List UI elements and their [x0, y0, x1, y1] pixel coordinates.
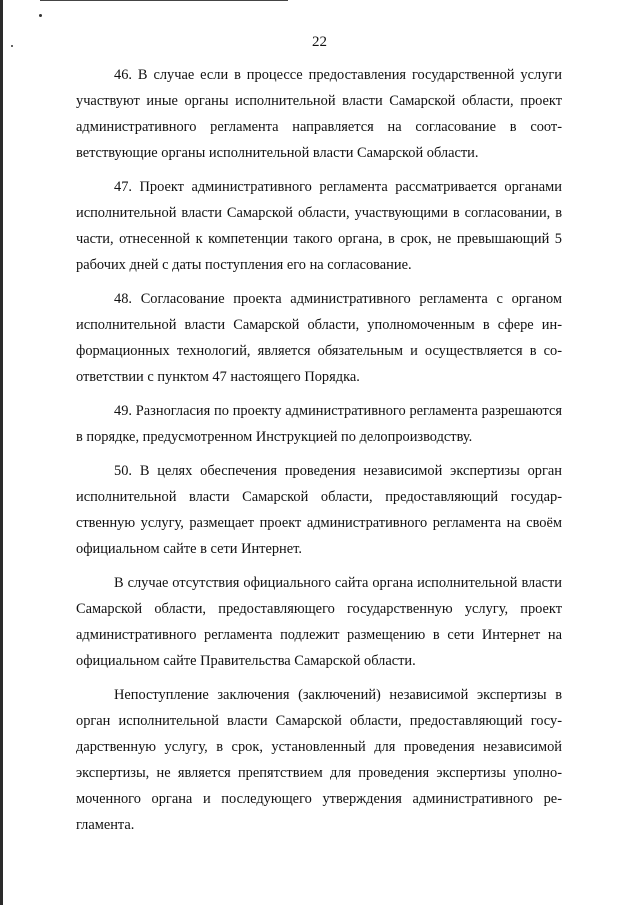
page-number: 22 [312, 34, 327, 50]
scan-edge [0, 0, 3, 905]
top-rule [40, 0, 288, 1]
paragraph-48: 48. Согласование проекта административного регламента с органом исполнительной власти Самарской области, уполномоченным в сфере информационных технологий, является обязательным и осуществляется в соответствии с пунктом 47 настоящего Порядка. [76, 291, 562, 385]
paragraph-49: 49. Разногласия по проекту административного регламента разрешаются в порядке, предусмотренном Инструкцией по делопроизводству. [76, 403, 562, 445]
paragraph-47: 47. Проект административного регламента рассматривается органами исполнительной власти Самарской области, участвующими в согласовании, в части, отнесенной к компетенции такого органа, в срок, не превышающий 5 рабочих дней с даты поступления его на согласование. [76, 179, 562, 273]
scan-speck [39, 14, 42, 17]
paragraph-46: 46. В случае если в процессе предоставления государственной услуги участвуют иные органы исполнительной власти Самарской области, проект административного регламента направляется на согласование в соответствующие органы исполнительной власти Самарской области. [76, 67, 562, 161]
paragraph-50: 50. В целях обеспечения проведения независимой экспертизы орган исполнительной власти Самарской области, предоставляющий государственную услугу, размещает проект административного регламента на своём официальном сайте в сети Интернет. [76, 463, 562, 557]
paragraph-no-website: В случае отсутствия официального сайта органа исполнительной власти Самарской области, предоставляющего государственную услугу, проект административного регламента подлежит размещению в сети Интернет на официальном сайте Правительства Самарской области. [76, 575, 562, 669]
paragraph-no-conclusion: Непоступление заключения (заключений) независимой экспертизы в орган исполнительной власти Самарской области, предоставляющий государственную услугу, в срок, установленный для проведения независимой экспертизы, не является препятствием для проведения экспертизы уполномоченного органа и последующего утверждения административного регламента. [76, 687, 562, 833]
document-body [76, 62, 562, 846]
